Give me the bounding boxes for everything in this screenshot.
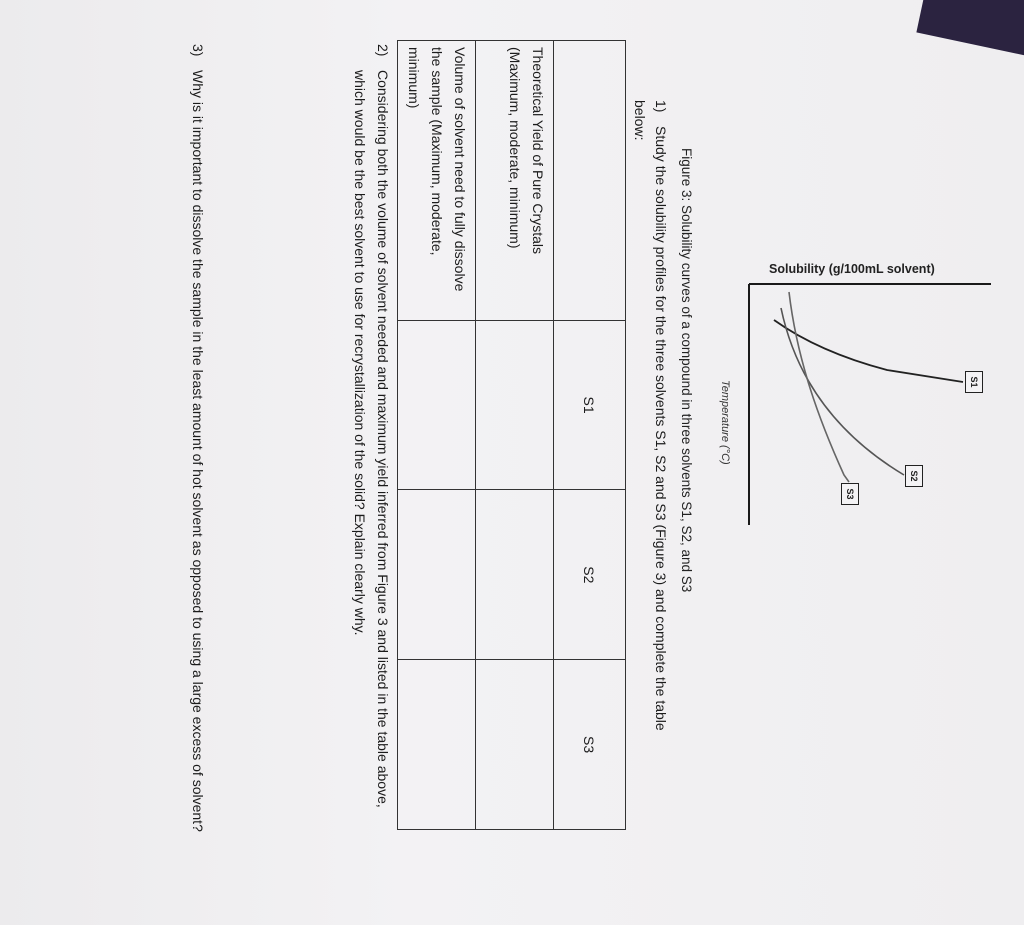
answer-cell-volume-s3[interactable] xyxy=(398,660,476,830)
solubility-plot xyxy=(739,270,999,570)
question-2 xyxy=(348,44,394,844)
figure-caption: Figure 3: Solubility curves of a compound in three solvents S1, S2, and S3 xyxy=(679,148,694,593)
curve-label-s3: S3 xyxy=(841,483,859,505)
solvent-table xyxy=(397,40,626,830)
answer-cell-volume-s2[interactable] xyxy=(398,490,476,660)
question-2-text: Considering both the volume of solvent needed and maximum yield inferred from Figure 3 and listed in the table above, which would be the best solvent to use for recrystallization of the solid? Explain clearly why. xyxy=(352,70,391,808)
question-1-text: Study the solubility profiles for the three solvents S1, S2 and S3 (Figure 3) and complete the table below: xyxy=(632,100,669,731)
question-1 xyxy=(629,100,671,740)
solubility-figure xyxy=(719,262,999,570)
x-axis-label: Temperature (°C) xyxy=(719,380,731,465)
table-row xyxy=(476,41,554,830)
answer-cell-volume-s1[interactable] xyxy=(398,320,476,490)
table-header-row xyxy=(554,41,626,830)
question-3-text: Why is it important to dissolve the sample in the least amount of hot solvent as opposed to using a large excess of solvent? xyxy=(190,70,206,832)
question-3-number: 3) xyxy=(190,44,206,57)
answer-cell-yield-s1[interactable] xyxy=(476,320,554,490)
curve-label-s2: S2 xyxy=(905,465,923,487)
table-header-s1: S1 xyxy=(554,320,626,490)
table-header-s3: S3 xyxy=(554,660,626,830)
curve-s1 xyxy=(774,320,963,382)
answer-cell-yield-s2[interactable] xyxy=(476,490,554,660)
question-2-number: 2) xyxy=(375,44,391,57)
question-3 xyxy=(186,44,209,864)
curve-s2 xyxy=(781,308,904,475)
answer-cell-yield-s3[interactable] xyxy=(476,660,554,830)
table-header-empty xyxy=(554,41,626,321)
row-label-yield: Theoretical Yield of Pure Crystals (Maximum, moderate, minimum) xyxy=(476,41,554,321)
question-1-number: 1) xyxy=(653,100,669,113)
table-header-s2: S2 xyxy=(554,490,626,660)
row-label-volume: Volume of solvent need to fully dissolve the sample (Maximum, moderate, minimum) xyxy=(398,41,476,321)
y-axis-label: Solubility (g/100mL solvent) xyxy=(769,262,935,276)
curve-s3 xyxy=(789,292,849,482)
curve-label-s1: S1 xyxy=(965,371,983,393)
table-row xyxy=(398,41,476,830)
